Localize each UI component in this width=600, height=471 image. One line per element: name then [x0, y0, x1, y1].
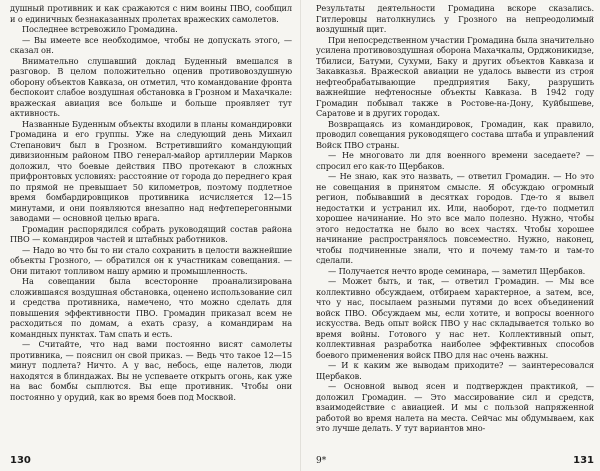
- paragraph: На совещании была всесторонне проанализирована сложившаяся воздушная обстановка, оценено использование сил и средства противника, намечено, что можно сделать для повышения эффективности ПВО. Громадин приказал всем не расходиться по домам, а ехать сразу, а командирам на командных пунктах. Там спать и есть.: [10, 276, 292, 339]
- left-page: [10, 3, 292, 465]
- paragraph: При непосредственном участии Громадина была значительно усилена противовоздушная оборона Махачкалы, Орджоникидзе, Тбилиси, Батуми, Сухуми, Баку и других объектов Кавказа и Закавказья. Вражеской авиации не удалось вывести из строя нефтеобрабатывающие предприятия Баку, разрушить важнейшие нефтеносные объекты Кавказа. В 1942 году Громадин побывал также в Ростове-на-Дону, Куйбышеве, Саратове и в других городах.: [316, 34, 594, 118]
- page-number-left: 130: [10, 455, 31, 466]
- paragraph: — И к каким же выводам приходите? — заинтересовался Щербаков.: [316, 360, 594, 381]
- paragraph: Громадин распорядился собрать руководящий состав района ПВО — командиров частей и штабных работников.: [10, 223, 292, 244]
- paragraph: Возвращаясь из командировок, Громадин, как правило, проводил совещания руководящего состава штаба и управлений Войск ПВО страны.: [316, 118, 594, 150]
- paragraph: — Не знаю, как это назвать, — ответил Громадин. — Но это не совещания в принятом смысле. Я обсуждаю огромный регион, побывавший в десятках городов. Где-то я вывел недостатки и устранил их. Или, наоборот, где-то подметил хорошее начинание. Но это все мало полезно. Нужно, чтобы этого недостатка не было во всех частях. Чтобы хорошее начинание распространялось повсеместно. Нужно, наконец, чтобы подчиненные знали, что и почему там-то и там-то сделали.: [316, 171, 594, 265]
- paragraph: — Считайте, что над вами постоянно висят самолеты противника, — пояснил он свой приказ. — Ведь что такое 12—15 минут подлета? Ничто. А у вас, небось, еще налетов, люди находятся в блиндажах. Вы не успеваете открыть огонь, как уже на вас бомбы сыплются. Вы еще противник. Чтобы они постоянно у орудий, как во время боев под Москвой.: [10, 339, 292, 402]
- paragraph: Названные Буденным объекты входили в планы командировки Громадина и его группы. Уже на следующий день Михаил Степанович был в Грозном. Встретившийго командующий дивизионным районом ПВО генерал-майор артиллерии Марков доложил, что боевые действия ПВО протекают в сложных прифронтовых условиях: расстояние от города до переднего края по прямой не превышает 50 километров, поэтому подлетное время бомбардировщиков противника исчисляется 12—15 минутами, и они появляются внезапно над нефтеперегонными заводами — основной целью врага.: [10, 118, 292, 223]
- paragraph: душный противник и как сражаются с ним воины ПВО, сообщил и о единичных безнаказанных пролетах вражеских самолетов.: [10, 3, 292, 24]
- paragraph: — Получается нечто вроде семинара, — заметил Щербаков.: [328, 265, 586, 276]
- paragraph: Результаты деятельности Громадина вскоре сказались. Гитлеровцы натолкнулись у Грозного на непреодолимый воздушный щит.: [316, 3, 594, 34]
- paragraph: — Вы имеете все необходимое, чтобы не допускать этого, — сказал он.: [10, 34, 292, 55]
- right-page: [316, 3, 594, 465]
- paragraph: — Основной вывод ясен и подтвержден практикой, — доложил Громадин. — Это массирование сил и средств, взаимодействие с авиацией. И мы с пользой напряженной работой во время налета на места. Сейчас мы обдумываем, как это лучше делать. У тут вариантов мно-: [316, 381, 594, 433]
- printer-signature-mark: 9*: [316, 456, 327, 466]
- paragraph: Внимательно слушавший доклад Буденный вмешался в разговор. В целом положительно оценив противовоздушную оборону объектов Кавказа, он отметил, что командование фронта беспокоит слабое воздушная обстановка в Грозном и Махачкале: вражеская авиация все больше и больше проявляет тут активность.: [10, 55, 292, 118]
- paragraph: — Надо во что бы то ни стало сохранить в целости важнейшие объекты Грозного, — обратился он к участникам совещания. — Они питают топливом нашу армию и промышленность.: [10, 244, 292, 276]
- page-gutter: [300, 0, 301, 471]
- paragraph: — Не многовато ли для военного времени заседаете? — спросил его как-то Щербаков.: [316, 150, 594, 171]
- paragraph: — Может быть, и так, — ответил Громадин. — Мы все коллективно обсуждаем, отбираем характерное, а затем, все, что у нас, посылаем разными путями до всех объединений войск ПВО. Обсуждаем мы, если хотите, и вопросы военного искусства. Ведь опыт войск ПВО у нас складывается только во время войны. Готового у нас нет. Коллективный опыт, коллективная разработка наиболее эффективных способов боевого применения войск ПВО для нас очень важны.: [316, 276, 594, 360]
- paragraph: Последнее встревожило Громадина.: [22, 24, 178, 34]
- page-number-right: 131: [573, 455, 594, 466]
